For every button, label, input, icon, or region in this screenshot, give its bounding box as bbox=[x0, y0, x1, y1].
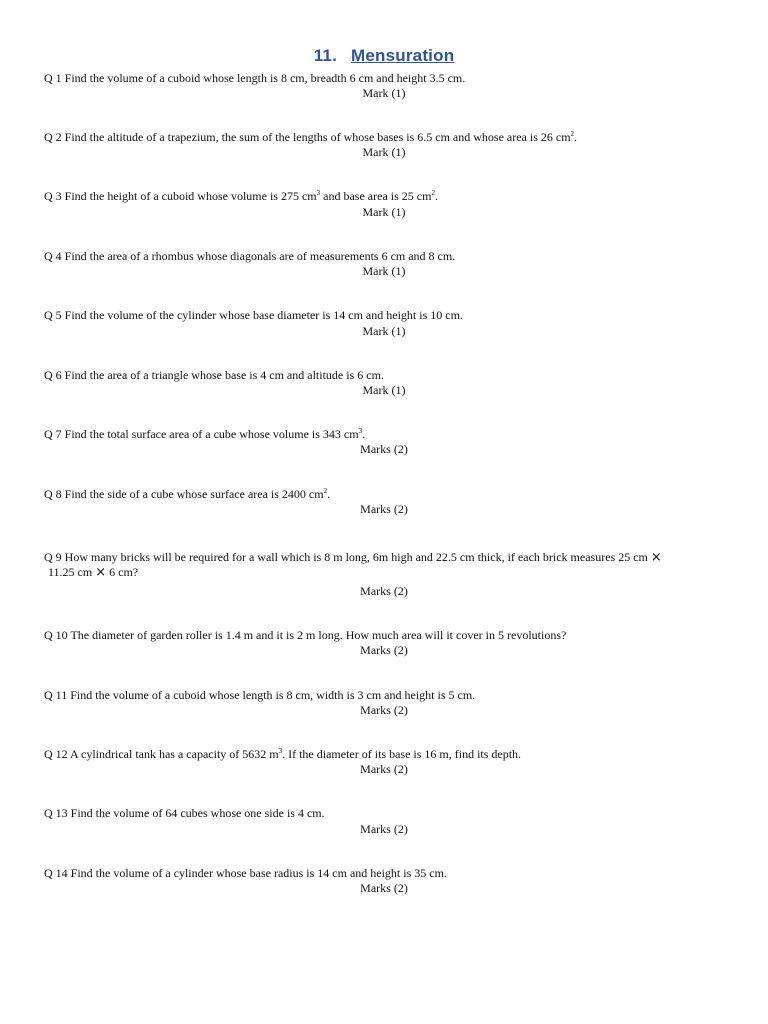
question-5: Q 5 Find the volume of the cylinder whose base diameter is 14 cm and height is 10 cm. bbox=[44, 308, 463, 322]
page-heading bbox=[0, 46, 768, 66]
question-4-marks: Mark (1) bbox=[362, 264, 406, 278]
question-14: Q 14 Find the volume of a cylinder whose base radius is 14 cm and height is 35 cm. bbox=[44, 866, 447, 880]
multiply-sign: × bbox=[650, 550, 662, 565]
question-4: Q 4 Find the area of a rhombus whose diagonals are of measurements 6 cm and 8 cm. bbox=[44, 249, 456, 263]
multiply-sign: × bbox=[95, 565, 107, 580]
question-10: Q 10 The diameter of garden roller is 1.4 m and it is 2 m long. How much area will it cover in 5 revolutions? bbox=[44, 628, 567, 642]
question-6-marks: Mark (1) bbox=[362, 383, 406, 397]
question-1: Q 1 Find the volume of a cuboid whose length is 8 cm, breadth 6 cm and height 3.5 cm. bbox=[44, 71, 466, 85]
question-7-marks: Marks (2) bbox=[360, 442, 408, 456]
question-3: Q 3 Find the height of a cuboid whose volume is 275 $cm^3$ and base area is 25 $cm^2$. bbox=[44, 189, 438, 203]
question-9: Q 9 How many bricks will be required for a wall which is 8 m long, 6m high and 22.5 cm thick, if each brick measures 25 cm × 11.25 cm × 6 cm? bbox=[44, 550, 662, 580]
question-6: Q 6 Find the area of a triangle whose base is 4 cm and altitude is 6 cm. bbox=[44, 368, 384, 382]
question-8-marks: Marks (2) bbox=[360, 502, 408, 516]
question-2: Q 2 Find the altitude of a trapezium, the sum of the lengths of whose bases is 6.5 cm and whose area is 26 $cm^2$. bbox=[44, 130, 578, 144]
question-8: Q 8 Find the side of a cube whose surface area is 2400 $cm^2$. bbox=[44, 487, 331, 501]
question-1-marks: Mark (1) bbox=[362, 86, 406, 100]
question-12: Q 12 A cylindrical tank has a capacity of 5632 $m^3$. If the diameter of its base is 16 m, find its depth. bbox=[44, 747, 522, 761]
question-11-marks: Marks (2) bbox=[360, 703, 408, 717]
chapter-number: 11. bbox=[313, 46, 338, 65]
question-13: Q 13 Find the volume of 64 cubes whose one side is 4 cm. bbox=[44, 806, 325, 820]
question-2-marks: Mark (1) bbox=[362, 145, 406, 159]
question-3-marks: Mark (1) bbox=[362, 205, 406, 219]
question-10-marks: Marks (2) bbox=[360, 643, 408, 657]
question-5-marks: Mark (1) bbox=[362, 324, 406, 338]
question-7: Q 7 Find the total surface area of a cube whose volume is 343 $cm^3$. bbox=[44, 427, 366, 441]
question-12-marks: Marks (2) bbox=[360, 762, 408, 776]
chapter-title: Mensuration bbox=[351, 46, 455, 65]
question-14-marks: Marks (2) bbox=[360, 881, 408, 895]
question-13-marks: Marks (2) bbox=[360, 822, 408, 836]
question-11: Q 11 Find the volume of a cuboid whose length is 8 cm, width is 3 cm and height is 5 cm. bbox=[44, 688, 476, 702]
question-9-marks: Marks (2) bbox=[360, 584, 408, 598]
